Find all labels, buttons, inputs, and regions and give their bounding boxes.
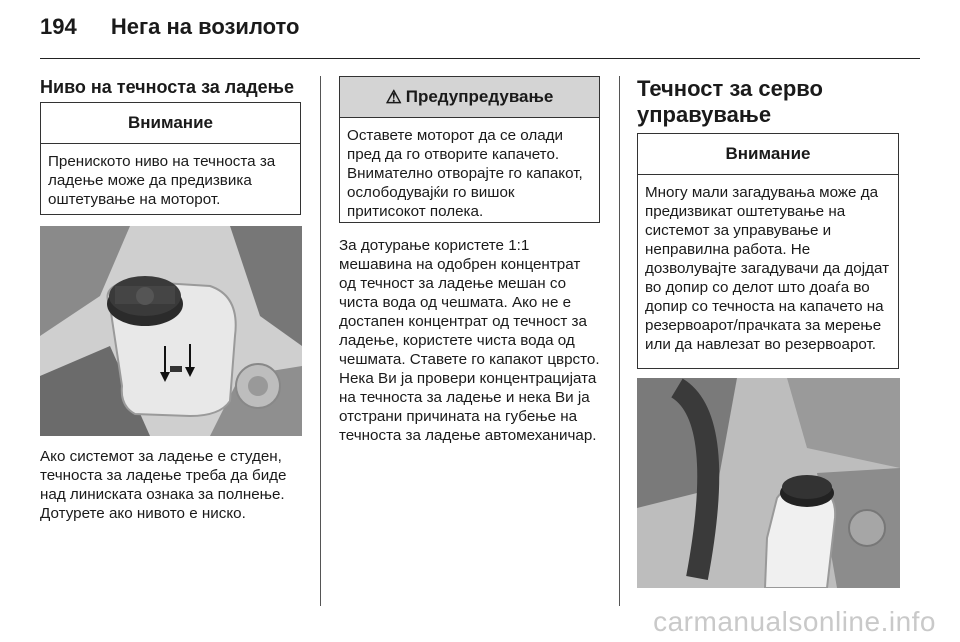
steering-reservoir-photo	[637, 378, 900, 588]
warning-text: Оставете моторот да се олади пред да го отворите капачето. Внимателно отворајте го капакот, ослободувајќи го вишок притисокот полека.	[347, 127, 583, 220]
page-title: Нега на возилото	[110, 14, 300, 39]
coolant-section-title: Ниво на течноста за ладење	[40, 77, 294, 97]
column-divider-2	[619, 76, 620, 606]
notice-text: Пренискoто ниво на течноста за ладење може да предизвика оштетување на моторот.	[48, 153, 276, 208]
header-divider	[40, 58, 920, 59]
coolant-notice-box	[40, 102, 301, 215]
warning-title: Предупредување	[405, 87, 554, 106]
steering-fluid-section-title: Течност за серво управување	[637, 76, 823, 127]
coolant-paragraph: Ако системот за ладење е студен, течноста за ладење треба да биде над линиската ознака за полнење. Дотурете ако нивото е ниско.	[40, 448, 287, 522]
column-divider-1	[320, 76, 321, 606]
page-number: 194	[40, 14, 77, 39]
warning-header	[340, 77, 599, 118]
notice-text: Многу мали загадувања може да предизвикат оштетување на системот за управување и неправилна работа. Не дозволувајте загадувачи да дојдат во допир со делот што доаѓа во допир со течноста на капачето на резервоарот/прачката за мерење или да навлезат во резервоарот.	[645, 184, 890, 353]
watermark: carmanualsonline.info	[653, 606, 936, 637]
topup-paragraph: За дотурање користете 1:1 мешавина на одобрен концентрат од течност за ладење мешан со чиста вода од чешмата. Ако не е достапен концентрат од течност за ладење, користете чиста вода од чешмата. Ставете го капакот цврсто. Нека Ви ја провери концентрацијата на течноста за ладење и нека Ви ја отстрани причината на губење на течноста за ладење автомеханичар.	[339, 237, 600, 444]
warning-box	[339, 76, 600, 223]
notice-title: Внимание	[41, 103, 300, 144]
coolant-reservoir-photo	[40, 226, 302, 436]
notice-title: Внимание	[638, 134, 898, 175]
warning-triangle-icon: ⚠	[385, 86, 402, 107]
page-header	[40, 14, 299, 40]
steering-notice-box	[637, 133, 899, 369]
